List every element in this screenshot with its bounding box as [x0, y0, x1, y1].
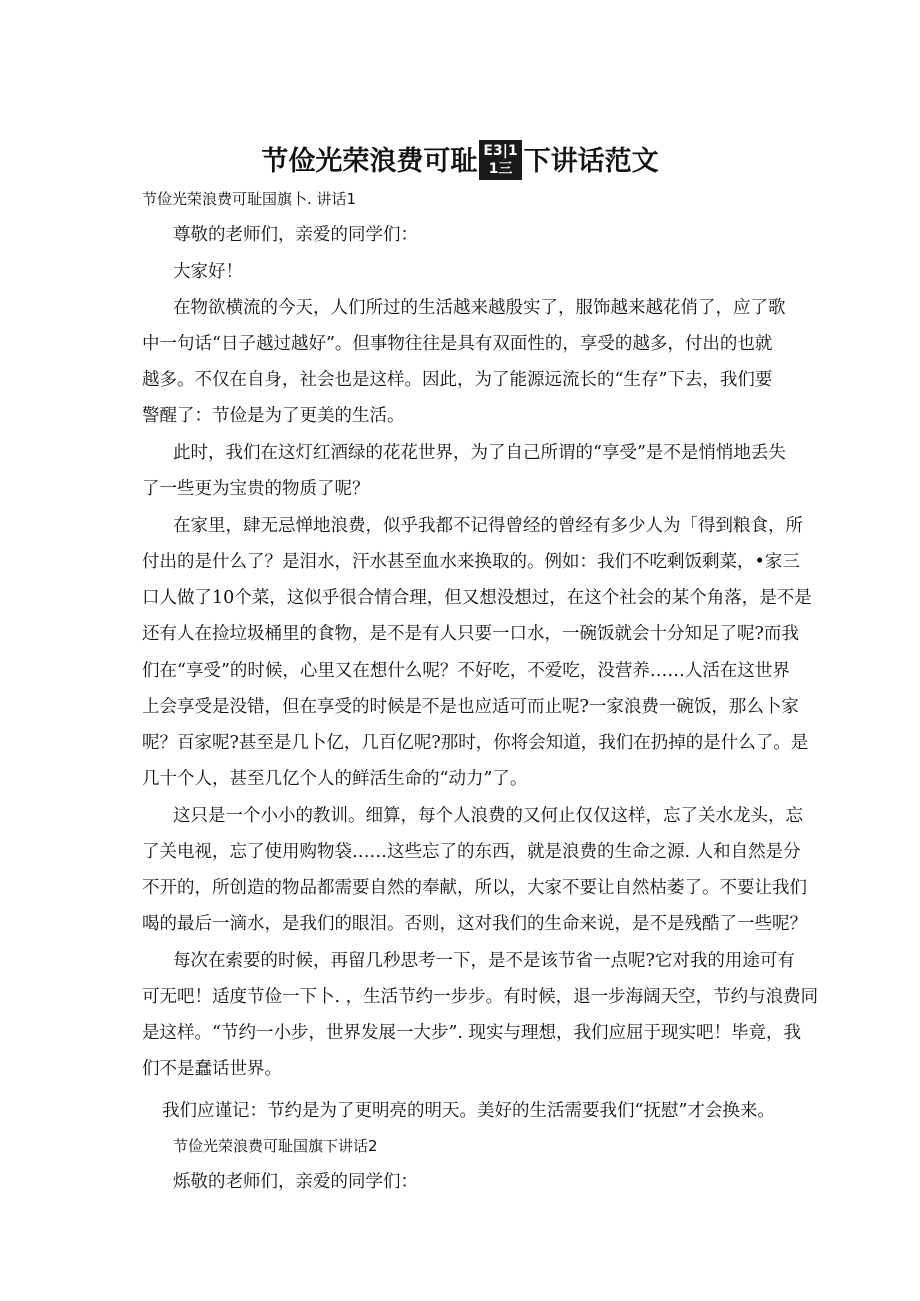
paragraph-line: 付出的是什么了？是泪水，汗水甚至血水来换取的。例如：我们不吃剩饭剩菜，•家三	[142, 552, 800, 572]
section-heading-1: 节俭光荣浪费可耻国旗卜. 讲话1	[142, 190, 357, 208]
document-title	[0, 140, 920, 184]
paragraph-line: 还有人在捡垃圾桶里的食物，是不是有人只要一口水，一碗饭就会十分知足了呢?而我	[142, 624, 799, 644]
section-heading-2: 节俭光荣浪费可耻国旗下讲话2	[173, 1137, 378, 1155]
paragraph-line: 不开的，所创造的物品都需要自然的奉献，所以，大家不要让自然枯萎了。不要让我们	[142, 878, 807, 898]
title-text-before: 节俭光荣浪费可耻	[261, 146, 478, 177]
paragraph-line: 喝的最后一滴水，是我们的眼泪。否则，这对我们的生命来说，是不是残酷了一些呢？	[142, 914, 807, 934]
title-text-after: 下讲话范文	[523, 146, 659, 177]
paragraph-line: 中一句话“日子越过越好”。但事物往往是具有双面性的，享受的越多，付出的也就	[142, 334, 773, 354]
paragraph-line: 了关电视，忘了使用购物袋……这些忘了的东西，就是浪费的生命之源. 人和自然是分	[142, 842, 801, 862]
salutation-line: 尊敬的老师们，亲爱的同学们：	[173, 225, 418, 245]
paragraph-line: 可无吧！适度节俭一下卜. ，生活节约一步步。有时候，退一步海阔天空，节约与浪费同	[142, 987, 819, 1007]
paragraph-line: 了一些更为宝贵的物质了呢？	[142, 479, 370, 499]
closing-line: 我们应谨记：节约是为了更明亮的明天。美好的生活需要我们“抚慰”才会换来。	[162, 1101, 775, 1121]
salutation-line-2: 烁敬的老师们，亲爱的同学们：	[173, 1172, 418, 1192]
paragraph-line: 呢？百家呢?甚至是几卜亿，几百亿呢?那时，你将会知道，我们在扔掉的是什么了。是	[142, 733, 809, 753]
stamp-bottom-text: 1三	[488, 160, 513, 177]
paragraph-line: 上会享受是没错，但在享受的时候是不是也应适可而止呢?一家浪费一碗饭，那么卜家	[142, 697, 799, 717]
paragraph-line: 口人做了10个菜，这似乎很合情合理，但又想没想过，在这个社会的某个角落，是不是	[142, 588, 812, 608]
greeting-line: 大家好！	[173, 262, 243, 282]
paragraph-line: 们不是蠢话世界。	[142, 1059, 282, 1079]
paragraph-line: 此时，我们在这灯红酒绿的花花世界，为了自己所谓的“享受”是不是悄悄地丢失	[173, 443, 786, 463]
paragraph-line: 在家里，肆无忌惮地浪费，似乎我都不记得曾经的曾经有多少人为「得到粮食，所	[173, 516, 803, 536]
paragraph-line: 警醒了：节俭是为了更美的生活。	[142, 406, 405, 426]
paragraph-line: 在物欲横流的今天，人们所过的生活越来越殷实了，服饰越来越花俏了，应了歌	[173, 298, 786, 318]
paragraph-line: 们在“享受”的时候，心里又在想什么呢？不好吃，不爱吃，没营养……人活在这世界	[142, 661, 790, 681]
paragraph-line: 每次在索要的时候，再留几秒思考一下，是不是该节省一点呢?它对我的用途可有	[173, 951, 795, 971]
paragraph-line: 这只是一个小小的教训。细算，每个人浪费的又何止仅仅这样，忘了关水龙头，忘	[173, 806, 803, 826]
stamp-top-text: E3|1	[483, 142, 518, 159]
paragraph-line: 几十个人，甚至几亿个人的鲜活生命的“动力”了。	[142, 769, 528, 789]
title-stamp-image	[479, 140, 521, 180]
paragraph-line: 是这样。“节约一小步，世界发展一大步”. 现实与理想，我们应屈于现实吧！毕竟，我	[142, 1023, 802, 1043]
paragraph-line: 越多。不仅在自身，社会也是这样。因此，为了能源远流长的“生存”下去，我们要	[142, 370, 773, 390]
